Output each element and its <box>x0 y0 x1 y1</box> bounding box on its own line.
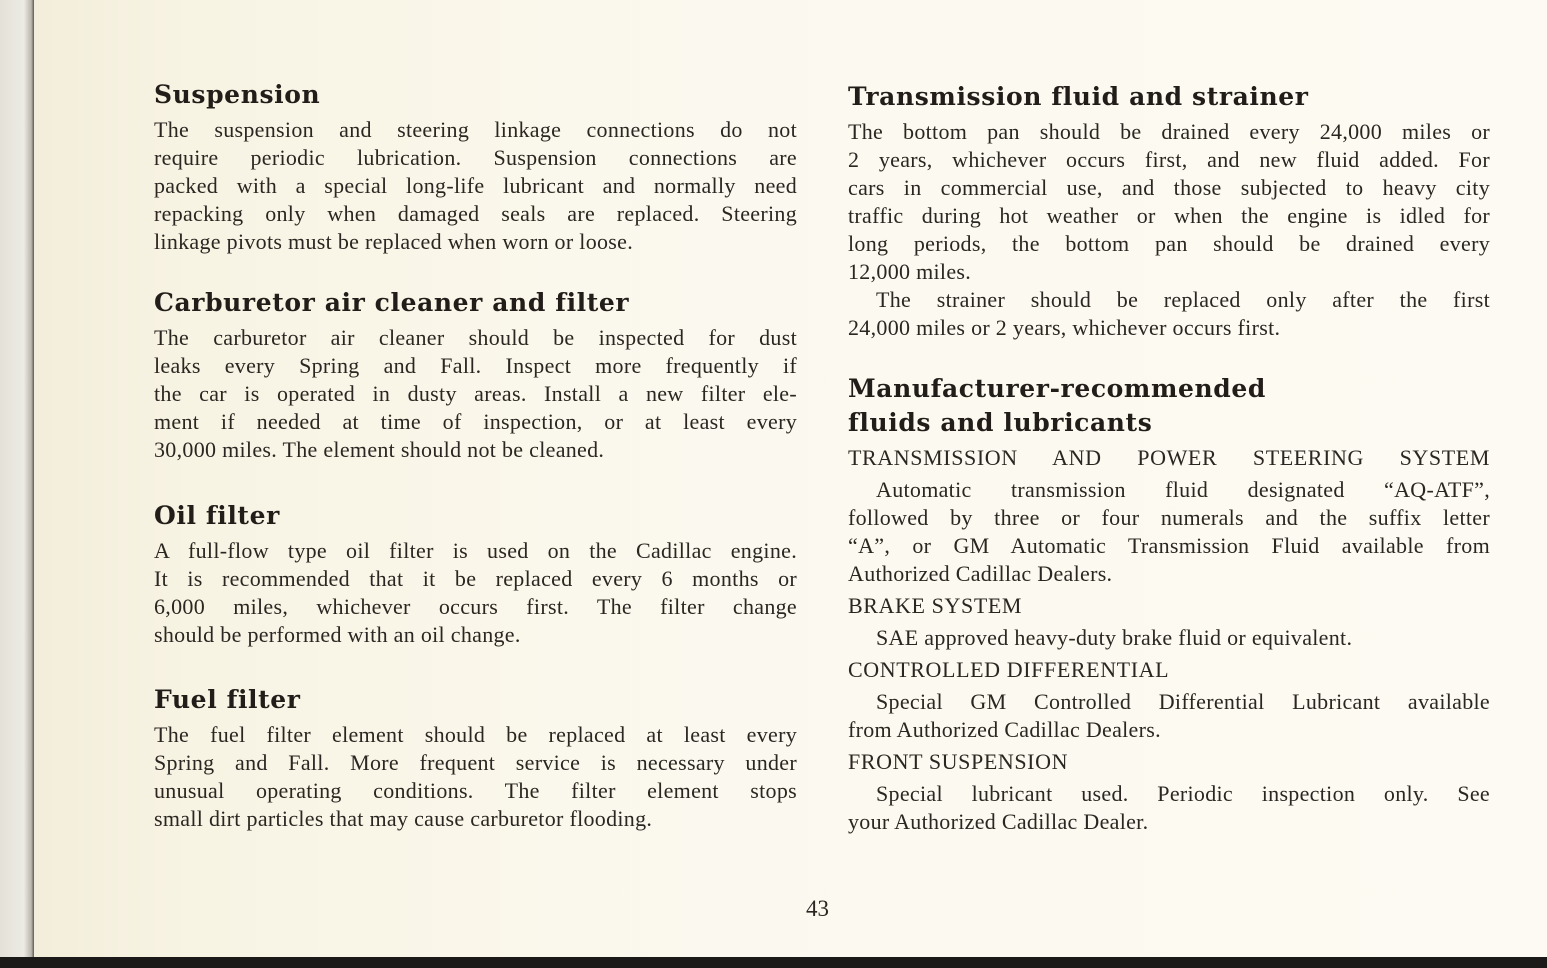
section-body <box>154 116 797 256</box>
text-line: the car is operated in dusty areas. Install a new filter ele- <box>154 381 797 406</box>
subsection-label <box>848 656 1490 684</box>
text-line: packed with a special long-life lubricant and normally need <box>154 173 797 198</box>
section-manufacturer-recommended-fluids-and-lubricants <box>848 372 1490 836</box>
text-line: FRONT SUSPENSION <box>848 749 1069 774</box>
paragraph <box>848 476 1490 588</box>
text-line: followed by three or four numerals and the suffix letter <box>848 505 1490 530</box>
text-line: The strainer should be replaced only after the first <box>876 287 1490 312</box>
section-body <box>848 444 1490 836</box>
section-body <box>154 324 797 464</box>
text-line: Special lubricant used. Periodic inspection only. See <box>876 781 1490 806</box>
text-line: BRAKE SYSTEM <box>848 593 1023 618</box>
section-body <box>154 721 797 833</box>
text-line: traffic during hot weather or when the engine is idled for <box>848 203 1490 228</box>
paragraph <box>154 721 797 833</box>
paragraph <box>154 116 797 256</box>
section-heading <box>848 372 1490 440</box>
text-line: The suspension and steering linkage connections do not <box>154 117 797 142</box>
text-line: SAE approved heavy-duty brake fluid or equivalent. <box>876 625 1353 650</box>
text-line: Automatic transmission fluid designated “AQ-ATF”, <box>876 477 1490 502</box>
text-line: unusual operating conditions. The filter element stops <box>154 778 797 803</box>
section-suspension <box>154 78 797 256</box>
paragraph <box>154 324 797 464</box>
text-line: Spring and Fall. More frequent service is necessary under <box>154 750 797 775</box>
section-carburetor-air-cleaner-and-filter <box>154 286 797 464</box>
text-line: 2 years, whichever occurs first, and new fluid added. For <box>848 147 1490 172</box>
subsection-label <box>848 592 1490 620</box>
text-line: should be performed with an oil change. <box>154 622 521 647</box>
heading-line: Fuel filter <box>154 685 301 714</box>
text-line: Authorized Cadillac Dealers. <box>848 561 1113 586</box>
text-line: 30,000 miles. The element should not be cleaned. <box>154 437 605 462</box>
text-line: The carburetor air cleaner should be inspected for dust <box>154 325 797 350</box>
paragraph <box>848 688 1490 744</box>
subsection-label <box>848 748 1490 776</box>
section-body <box>848 118 1490 342</box>
paragraph <box>848 118 1490 286</box>
section-oil-filter <box>154 499 797 649</box>
scan-edge <box>0 957 1547 968</box>
text-line: leaks every Spring and Fall. Inspect more frequently if <box>154 353 797 378</box>
paragraph <box>848 624 1490 652</box>
heading-line: Carburetor air cleaner and filter <box>154 288 630 317</box>
section-heading <box>154 286 797 320</box>
text-line: The fuel filter element should be replaced at least every <box>154 722 797 747</box>
section-heading <box>154 78 797 112</box>
text-line: from Authorized Cadillac Dealers. <box>848 717 1161 742</box>
subsection-label <box>848 444 1490 472</box>
text-line: 24,000 miles or 2 years, whichever occurs first. <box>848 315 1281 340</box>
text-line: “A”, or GM Automatic Transmission Fluid available from <box>848 533 1490 558</box>
heading-line: Transmission fluid and strainer <box>848 82 1309 111</box>
book-spine <box>0 0 34 968</box>
text-line: 6,000 miles, whichever occurs first. The filter change <box>154 594 797 619</box>
section-body <box>154 537 797 649</box>
text-line: your Authorized Cadillac Dealer. <box>848 809 1149 834</box>
text-line: CONTROLLED DIFFERENTIAL <box>848 657 1170 682</box>
text-line: repacking only when damaged seals are replaced. Steering <box>154 201 797 226</box>
section-heading <box>848 80 1490 114</box>
section-heading <box>154 683 797 717</box>
section-transmission-fluid-and-strainer <box>848 80 1490 342</box>
text-line: 12,000 miles. <box>848 259 972 284</box>
heading-line: Oil filter <box>154 501 280 530</box>
text-line: Special GM Controlled Differential Lubricant available <box>876 689 1490 714</box>
heading-line: fluids and lubricants <box>848 408 1153 437</box>
text-line: The bottom pan should be drained every 24,000 miles or <box>848 119 1490 144</box>
heading-line: Manufacturer-recommended <box>848 374 1266 403</box>
text-line: ment if needed at time of inspection, or at least every <box>154 409 797 434</box>
text-line: It is recommended that it be replaced every 6 months or <box>154 566 797 591</box>
text-line: A full-flow type oil filter is used on the Cadillac engine. <box>154 538 797 563</box>
page-number: 43 <box>806 896 829 921</box>
text-line: require periodic lubrication. Suspension connections are <box>154 145 797 170</box>
paragraph <box>848 286 1490 342</box>
text-line: long periods, the bottom pan should be drained every <box>848 231 1490 256</box>
text-line: small dirt particles that may cause carburetor flooding. <box>154 806 653 831</box>
text-line: cars in commercial use, and those subjected to heavy city <box>848 175 1490 200</box>
text-line: linkage pivots must be replaced when worn or loose. <box>154 229 634 254</box>
section-heading <box>154 499 797 533</box>
text-line: TRANSMISSION AND POWER STEERING SYSTEM <box>848 445 1490 470</box>
paragraph <box>154 537 797 649</box>
paragraph <box>848 780 1490 836</box>
heading-line: Suspension <box>154 80 321 109</box>
section-fuel-filter <box>154 683 797 833</box>
